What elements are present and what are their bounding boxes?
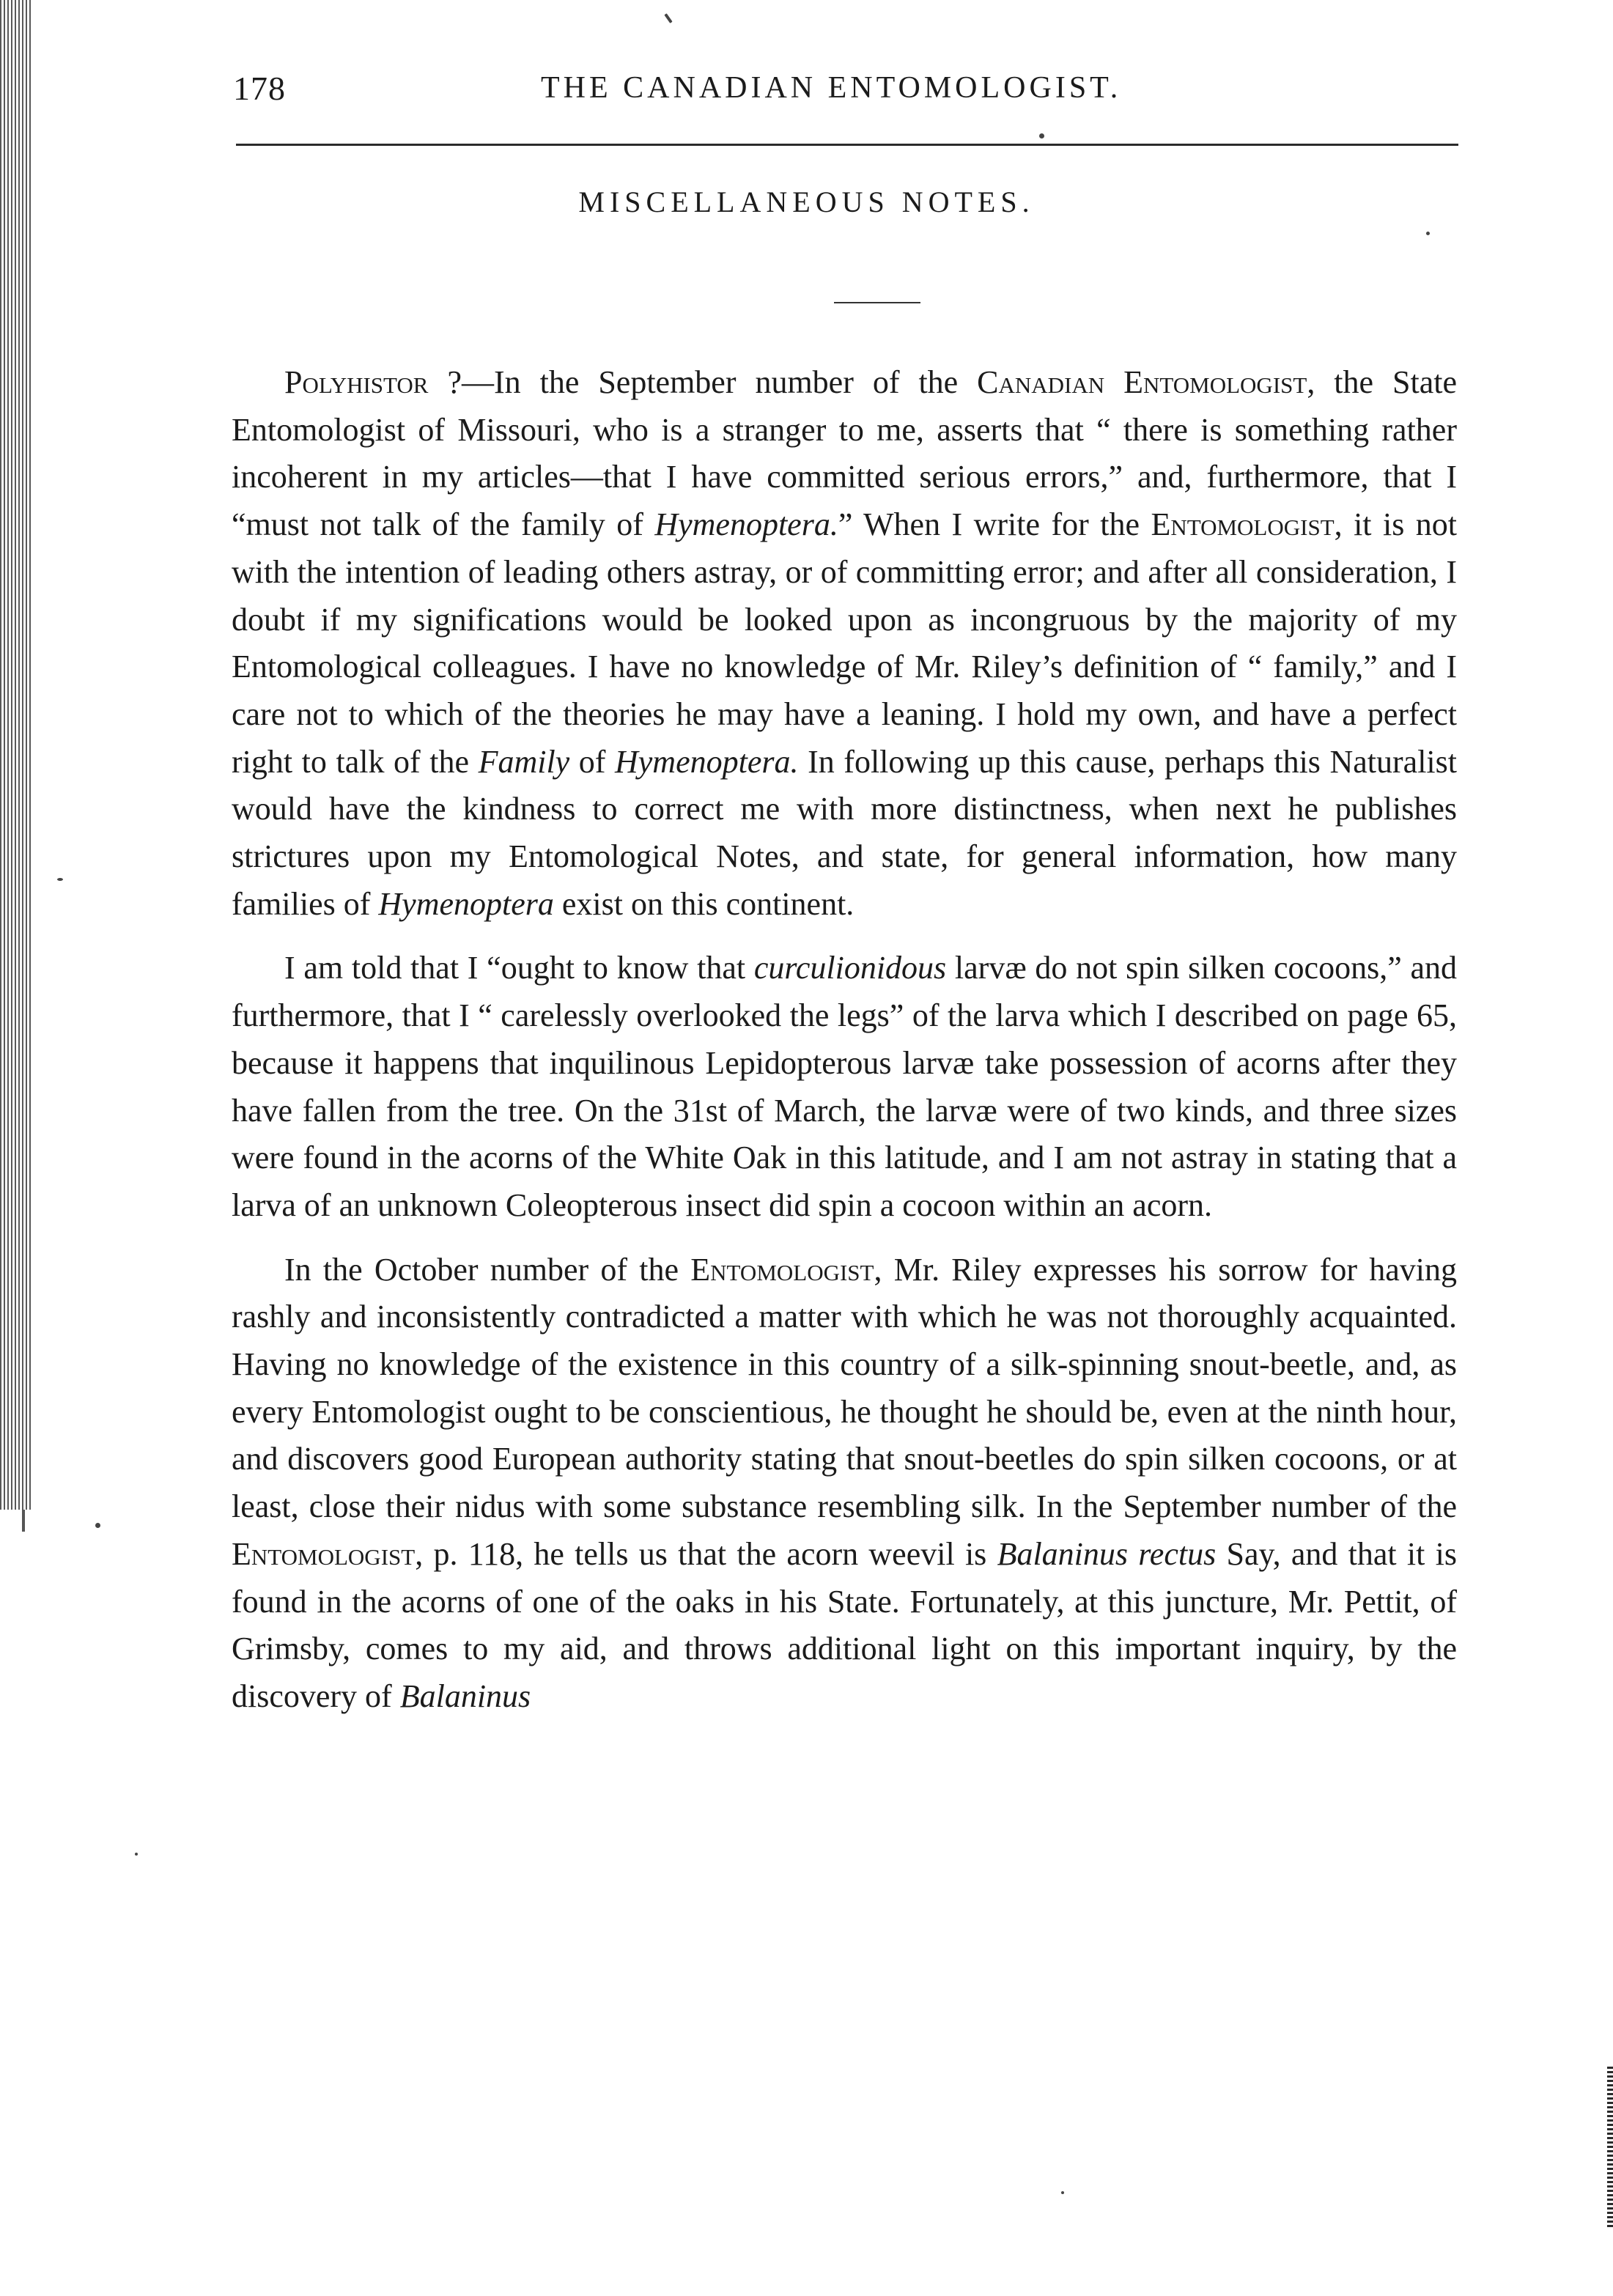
scan-speck [1039,133,1044,139]
text-run: larvæ do not spin silken cocoons,” and furthermore, that I “ carelessly overlooked the legs” of the larva which I described on page 65, because it happens that inquilinous Lepidopterous larvæ take possession of acorns after they have fallen from the tree. On the 31st of March, the larvæ were of two kinds, and three sizes were found in the acorns of the White Oak in this latitude, and I am not astray in stating that a larva of an unknown Coleopterous insect did spin a cocoon within an acorn. [232,950,1457,1223]
paragraph-october [232,1247,1457,1721]
text-run: exist on this continent. [553,885,855,922]
scanned-right-edge [1607,2067,1613,2228]
scan-speck [95,1523,100,1528]
text-run: , Mr. Riley expresses his sorrow for having rashly and inconsistently contradicted a matter with which he was not thoroughly acquainted. Having no knowledge of the existence in this country of a silk-spinning snout-beetle, and, as every Entomologist ought to be conscientious, he thought he should be, even at the ninth hour, and discovers good European authority stating that snout-beetles do spin silken cocoons, or at least, close their nidus with some substance resembling silk. In the September number of the [232,1251,1457,1525]
text-run: of [569,743,615,780]
text-run: —In the September number of the [461,364,978,400]
article-body [232,359,1457,1738]
journal-name-ref: Entomologist [1151,506,1335,543]
section-title: MISCELLANEOUS NOTES. [578,185,1035,218]
paragraph-lead: Polyhistor ? [284,364,462,400]
text-run: In the October number of the [284,1251,691,1288]
scan-speck [135,1853,138,1856]
header-rule [236,144,1458,146]
scanned-binding-edge [0,0,31,1510]
paragraph-larvae [232,945,1457,1229]
scan-speck [664,13,672,23]
scanned-binding-mark [22,1510,25,1532]
section-divider [834,302,920,303]
journal-name-ref: Canadian Entomologist [977,364,1307,400]
scan-speck [1061,2191,1064,2194]
text-run: Say, and that it is found in the acorns of one of the oaks in his State. Fortunately, at this juncture, Mr. Pettit, of Grimsby, comes to my aid, and throws additional light on this important inquiry, by the discovery of [232,1535,1457,1714]
journal-name-ref: Entomologist [232,1535,416,1572]
journal-name-ref: Entomologist [690,1251,874,1288]
taxon-name: Hymenoptera. [654,506,838,543]
taxon-name: Balaninus rectus [997,1535,1217,1572]
page-number: 178 [233,70,286,107]
taxon-name: Hymenoptera. [615,743,799,780]
text-run: In following up this cause, perhaps this Naturalist would have the kindness to correct me with more distinctness, when next he publishes strictures upon my Entomological Notes, and state, for general information, how many families of [232,743,1458,922]
text-run: I am told that I “ought to know that [284,950,754,986]
emphasis-term: Family [478,743,570,780]
scan-speck [1426,232,1430,235]
taxon-term: curculionidous [753,950,947,986]
text-run: , it is not with the intention of leading others astray, or of committing error; and after all consideration, I doubt if my significations would be looked upon as incongruous by the majority of my Entomological colleagues. I have no knowledge of Mr. Riley’s definition of “ family,” and I care not to which of the theories he may have a leaning. I hold my own, and have a perfect right to talk of the [232,506,1457,780]
journal-title: THE CANADIAN ENTOMOLOGIST. [541,71,1122,105]
taxon-name: Balaninus [399,1677,531,1714]
text-run: , the State Entomologist of Missouri, who is a stranger to me, asserts that “ there is something rather incoherent in my articles—that I have committed serious errors,” and, furthermore, that I “must not talk of the family of [232,364,1457,543]
scan-speck [57,878,63,881]
paragraph-polyhistor [232,359,1457,928]
text-run: ” When I write for the [838,506,1151,543]
text-run: , p. 118, he tells us that the acorn weevil is [415,1535,997,1572]
running-head [233,69,1464,113]
taxon-name: Hymenoptera [378,885,554,922]
